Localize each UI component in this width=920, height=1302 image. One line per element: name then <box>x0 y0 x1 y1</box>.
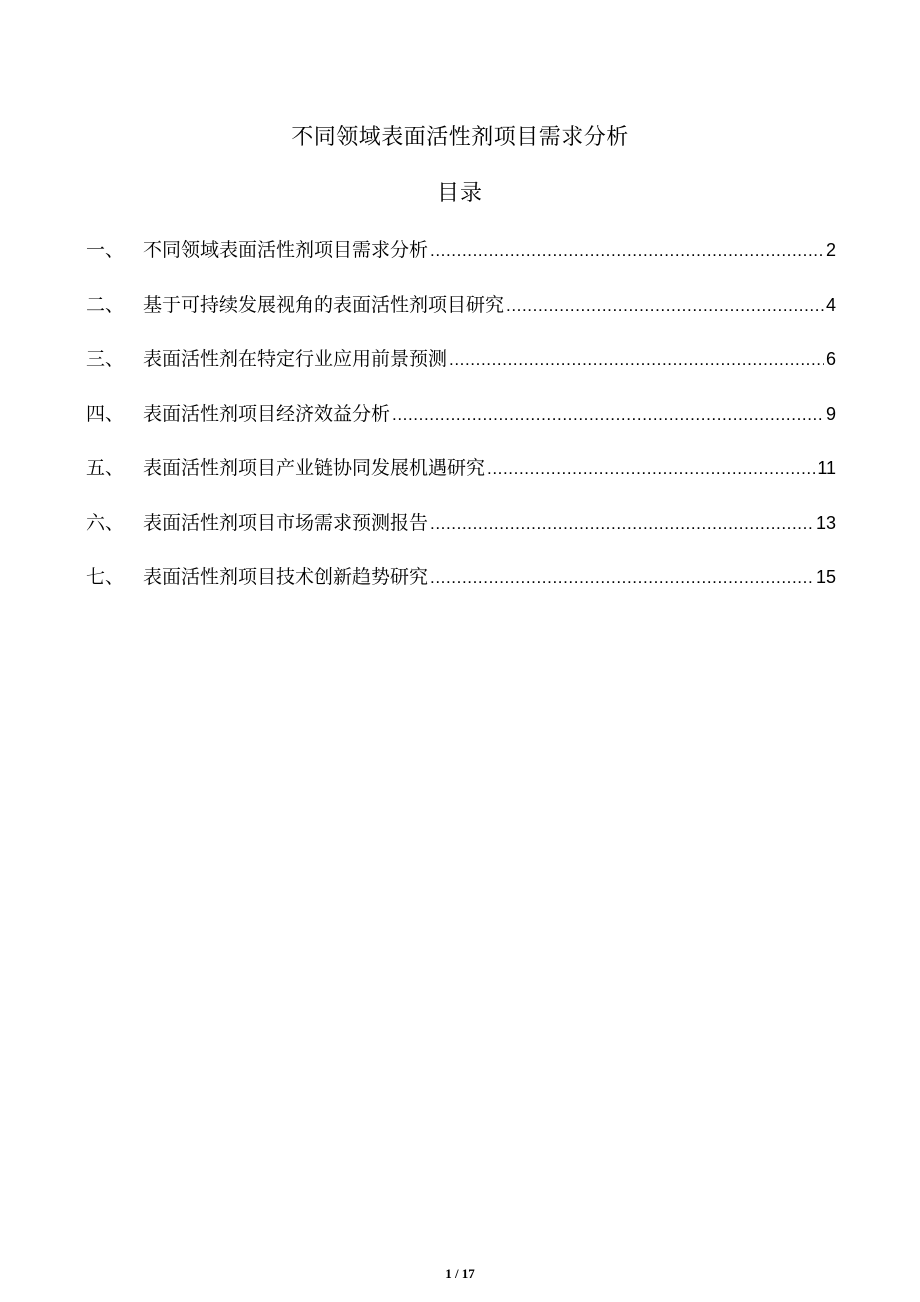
toc-dot-leader <box>430 508 814 540</box>
toc-entry-number: 二、 <box>86 293 125 316</box>
toc-entry-title: 不同领域表面活性剂项目需求分析 <box>143 239 429 261</box>
toc-entry-number: 一、 <box>86 239 125 261</box>
table-of-contents <box>86 234 836 616</box>
toc-dot-leader <box>392 399 824 431</box>
toc-entry-3[interactable] <box>86 343 836 398</box>
toc-entry-title: 表面活性剂项目产业链协同发展机遇研究 <box>143 457 486 479</box>
toc-entry-page: 13 <box>815 512 836 533</box>
toc-dot-leader <box>487 453 815 485</box>
toc-entry-page: 6 <box>825 349 836 369</box>
toc-dot-leader <box>506 290 824 322</box>
toc-entry-page: 9 <box>825 403 836 424</box>
toc-entry-title: 表面活性剂项目经济效益分析 <box>143 402 391 425</box>
toc-entry-5[interactable] <box>86 452 836 507</box>
toc-entry-title: 基于可持续发展视角的表面活性剂项目研究 <box>143 293 505 316</box>
toc-entry-number: 四、 <box>86 402 125 425</box>
toc-entry-title: 表面活性剂项目市场需求预测报告 <box>143 511 429 534</box>
toc-entry-title: 表面活性剂在特定行业应用前景预测 <box>143 348 448 370</box>
toc-entry-number: 三、 <box>86 348 125 370</box>
toc-heading: 目录 <box>436 181 483 206</box>
toc-entry-page: 15 <box>815 567 836 587</box>
toc-entry-page: 11 <box>817 458 836 478</box>
toc-entry-number: 七、 <box>86 566 125 588</box>
page-indicator: 1 / 17 <box>445 1266 475 1281</box>
toc-entry-page: 4 <box>825 294 836 315</box>
toc-entry-page: 2 <box>825 240 836 260</box>
toc-dot-leader <box>430 235 824 267</box>
toc-dot-leader <box>449 344 824 376</box>
toc-entry-number: 五、 <box>86 457 125 479</box>
toc-entry-4[interactable] <box>86 398 836 453</box>
toc-entry-title: 表面活性剂项目技术创新趋势研究 <box>143 566 429 588</box>
toc-entry-7[interactable] <box>86 561 836 616</box>
toc-entry-2[interactable] <box>86 289 836 344</box>
toc-entry-number: 六、 <box>86 511 125 534</box>
toc-entry-1[interactable] <box>86 234 836 289</box>
toc-entry-6[interactable] <box>86 507 836 562</box>
document-title: 不同领域表面活性剂项目需求分析 <box>291 125 629 150</box>
toc-dot-leader <box>430 562 814 594</box>
